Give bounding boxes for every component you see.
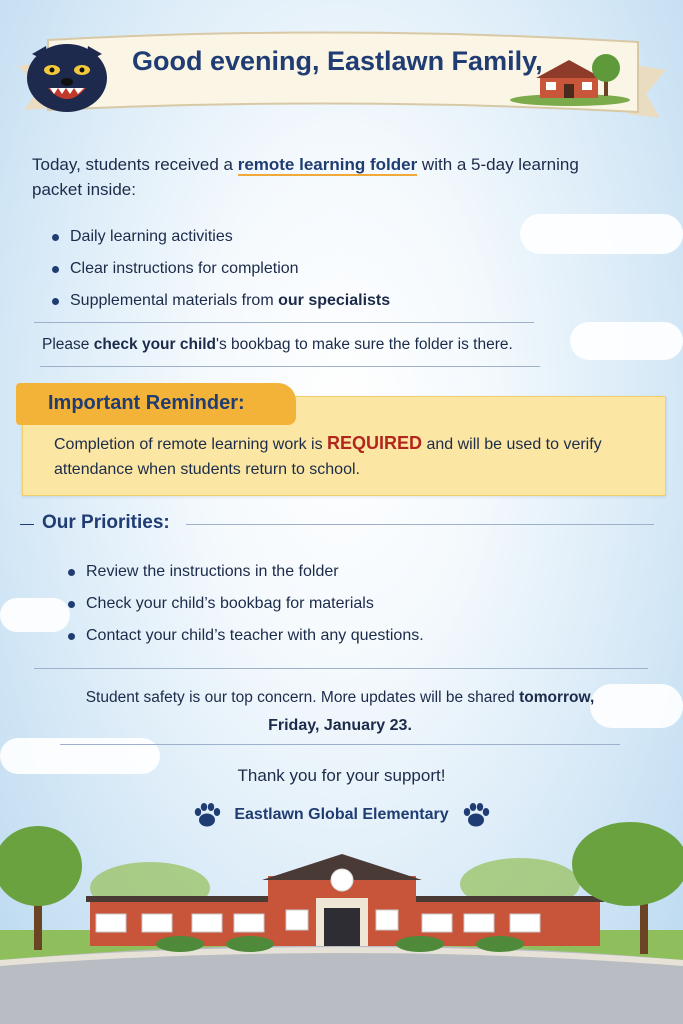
- list-item: [66, 620, 424, 652]
- cloud: [0, 598, 70, 632]
- list-item-text: Clear instructions for completion: [70, 260, 299, 277]
- remote-learning-folder-highlight: remote learning folder: [237, 155, 418, 174]
- list-item: [66, 588, 424, 620]
- thank-you-message: Thank you for your support!: [237, 766, 446, 785]
- panther-mascot-icon: [24, 40, 110, 114]
- intro-text-end: with a 5-day learning packet inside:: [32, 155, 579, 199]
- divider: [34, 322, 534, 323]
- list-item-text: Supplemental materials from: [70, 292, 279, 309]
- school-name: Eastlawn Global Elementary: [234, 806, 449, 823]
- divider: [34, 668, 648, 669]
- paw-print-icon: [192, 801, 222, 829]
- tomorrow-emphasis: tomorrow,: [519, 689, 595, 706]
- packet-list: [50, 221, 390, 317]
- intro-text: Today, students received a: [32, 155, 238, 174]
- check-note-emphasis: check your child: [93, 336, 217, 353]
- check-note-text-end: 's bookbag to make sure the folder is there.: [216, 336, 513, 353]
- list-item: [50, 285, 390, 317]
- reminder-text-start: Completion of remote learning work is: [54, 436, 328, 453]
- reminder-text-end: and will be used to verify attendance when students return to school.: [54, 436, 602, 478]
- list-item: [50, 221, 390, 253]
- list-item-text: Review the instructions in the folder: [86, 563, 339, 580]
- divider: [60, 744, 620, 745]
- school-signature: [0, 801, 683, 829]
- check-note-text: Please: [42, 336, 94, 353]
- greeting-title: Good evening, Eastlawn Family,: [132, 46, 543, 76]
- school-building-illustration: [0, 810, 683, 1024]
- list-item-text: Check your child’s bookbag for materials: [86, 595, 374, 612]
- priorities-list: [66, 556, 424, 652]
- specialists-emphasis: our specialists: [278, 292, 391, 309]
- list-item: [66, 556, 424, 588]
- bookbag-check-note: [42, 332, 513, 357]
- divider: [20, 524, 34, 525]
- safety-note: [40, 684, 640, 740]
- divider: [186, 524, 654, 525]
- reminder-title: Important Reminder:: [48, 392, 245, 414]
- divider: [40, 366, 540, 367]
- intro-paragraph: [32, 152, 592, 202]
- cloud: [520, 214, 683, 254]
- list-item-text: Daily learning activities: [70, 228, 233, 245]
- reminder-text: [54, 431, 634, 482]
- cloud: [570, 322, 683, 360]
- priorities-title: Our Priorities:: [42, 512, 170, 533]
- list-item: [50, 253, 390, 285]
- house-icon: [508, 52, 632, 106]
- required-emphasis: REQUIRED: [327, 433, 423, 453]
- update-date: Friday, January 23.: [268, 717, 412, 734]
- paw-print-icon: [461, 801, 491, 829]
- list-item-text: Contact your child’s teacher with any questions.: [86, 627, 424, 644]
- safety-text: Student safety is our top concern. More updates will be shared: [85, 689, 520, 706]
